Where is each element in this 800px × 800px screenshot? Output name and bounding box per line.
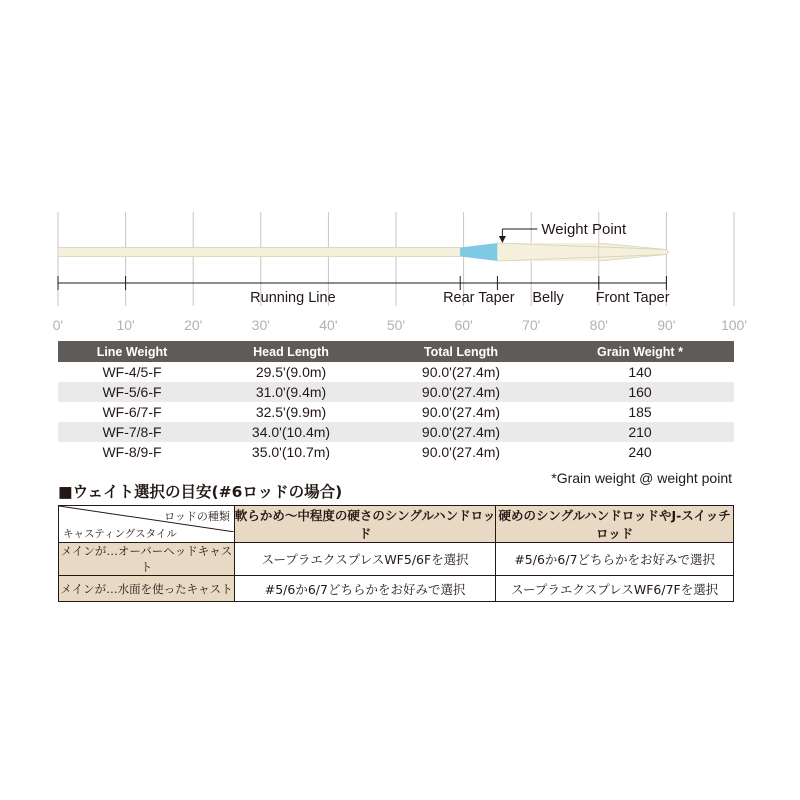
guide-header-row [59,506,734,543]
section-label: Belly [532,290,564,306]
belly-segment [497,243,598,261]
header-head-length: Head Length [206,341,376,362]
scale-tick-label: 10' [116,317,135,333]
scale-tick-label: 20' [184,317,203,333]
cell-total-length: 90.0'(27.4m) [421,404,501,420]
table-row [58,382,734,402]
scale-tick-labels [53,317,747,333]
section-label: Front Taper [595,290,670,306]
cell-grain-weight: 240 [628,444,652,460]
front-taper-segment [599,243,669,261]
cell-line-weight: WF-7/8-F [58,422,206,442]
header-line-weight: Line Weight [58,341,206,362]
section-labels [250,290,670,306]
cell-line-weight: WF-8/9-F [102,444,162,460]
guide-row [59,543,734,576]
guide-cell: #5/6か6/7どちらかをお好みで選択 [496,543,734,576]
guide-row-style: メインが…オーバーヘッドキャスト [59,543,235,576]
weight-point-label: Weight Point [541,221,627,238]
fly-line-taper-diagram [0,0,800,340]
rear-taper-segment [460,243,497,261]
cell-line-weight: WF-4/5-F [102,364,162,380]
guide-row-style: メインが…水面を使ったキャスト [59,576,235,602]
cell-line-weight: WF-6/7-F [102,404,162,420]
header-total-length: Total Length [376,341,546,362]
cell-head-length: 29.5'(9.0m) [255,364,327,380]
scale-tick-label: 30' [251,317,270,333]
cell-grain-weight: 140 [628,364,652,380]
cell-grain-weight: 210 [546,422,734,442]
table-row [58,442,734,462]
weight-point-arrow [499,236,506,243]
cell-line-weight: WF-5/6-F [58,382,206,402]
grain-weight-footnote: *Grain weight @ weight point [551,470,732,486]
cell-head-length: 32.5'(9.9m) [255,404,327,420]
cell-head-length: 34.0'(10.4m) [206,422,376,442]
spec-table-header [58,341,734,362]
scale-tick-label: 70' [522,317,541,333]
cell-head-length: 35.0'(10.7m) [251,444,331,460]
section-label: Rear Taper [443,290,515,306]
header-grain-weight: Grain Weight * [546,341,734,362]
section-label: Running Line [250,290,336,306]
cell-grain-weight: 160 [546,382,734,402]
guide-corner-cell [59,506,235,543]
scale-tick-label: 0' [52,317,64,333]
guide-cell: #5/6か6/7どちらかをお好みで選択 [234,576,495,602]
scale-tick-label: 80' [589,317,608,333]
weight-guide-table [58,505,734,602]
spec-table [58,341,734,462]
scale-tick-label: 40' [319,317,338,333]
running-line-segment [58,248,460,257]
cell-grain-weight: 185 [628,404,652,420]
cell-total-length: 90.0'(27.4m) [376,382,546,402]
table-row [58,402,734,422]
weight-point-marker [499,221,627,243]
scale-tick-label: 60' [454,317,473,333]
weight-guide-title: ■ウェイト選択の目安(#6ロッドの場合) [58,483,343,501]
cell-total-length: 90.0'(27.4m) [421,444,501,460]
guide-row [59,576,734,602]
corner-casting-style-label: キャスティングスタイル [63,528,177,540]
table-row [58,362,734,382]
table-row [58,422,734,442]
cell-total-length: 90.0'(27.4m) [376,422,546,442]
guide-col-header-soft-rod: 軟らかめ〜中程度の硬さのシングルハンドロッド [234,506,495,543]
scale-tick-label: 100' [720,317,748,333]
cell-total-length: 90.0'(27.4m) [421,364,501,380]
corner-rod-type-label: ロッドの種類 [164,510,230,523]
guide-cell: スープラエクスプレスWF5/6Fを選択 [234,543,495,576]
cell-head-length: 31.0'(9.4m) [206,382,376,402]
scale-tick-label: 50' [386,317,406,333]
guide-cell: スープラエクスプレスWF6/7Fを選択 [496,576,734,602]
fly-line-profile [58,243,668,261]
scale-tick-label: 90' [657,317,676,333]
section-dimension-line [58,276,666,290]
guide-col-header-stiff-rod: 硬めのシングルハンドロッドやJ-スイッチロッド [496,506,734,543]
